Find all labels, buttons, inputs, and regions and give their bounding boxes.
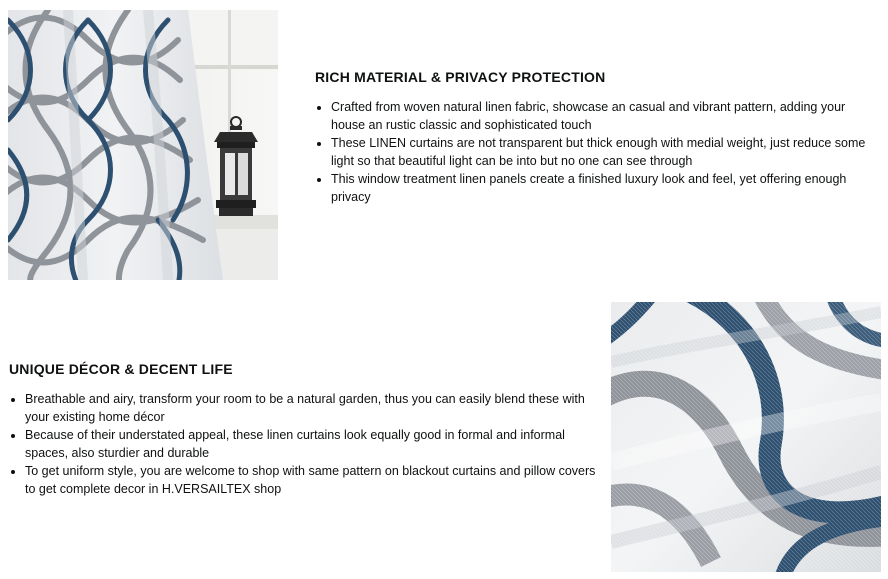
list-item: • Crafted from woven natural linen fabric, showcase an casual and vibrant pattern, adding your house an rustic classic and sophisticated touch (331, 98, 875, 134)
fabric-closeup-image (611, 302, 881, 572)
list-item: • This window treatment linen panels create a finished luxury look and feel, yet offering enough privacy (331, 170, 875, 206)
list-item: • Breathable and airy, transform your room to be a natural garden, thus you can easily blend these with your existing home décor (25, 390, 609, 426)
list-item: • Because of their understated appeal, these linen curtains look equally good in formal and informal spaces, also sturdier and durable (25, 426, 609, 462)
list-item: • To get uniform style, you are welcome to shop with same pattern on blackout curtains and pillow covers to get complete decor in H.VERSAILTEX shop (25, 462, 609, 498)
feature-list (9, 390, 609, 498)
feature-section-decor (9, 360, 609, 498)
feature-list (315, 98, 875, 206)
section-heading: UNIQUE DÉCOR & DECENT LIFE (9, 361, 233, 377)
list-item: • These LINEN curtains are not transparent but thick enough with medial weight, just reduce some light so that beautiful light can be into but no one can see through (331, 134, 875, 170)
feature-section-privacy (315, 68, 875, 206)
section-heading: RICH MATERIAL & PRIVACY PROTECTION (315, 69, 606, 85)
curtain-lantern-image (8, 10, 278, 280)
